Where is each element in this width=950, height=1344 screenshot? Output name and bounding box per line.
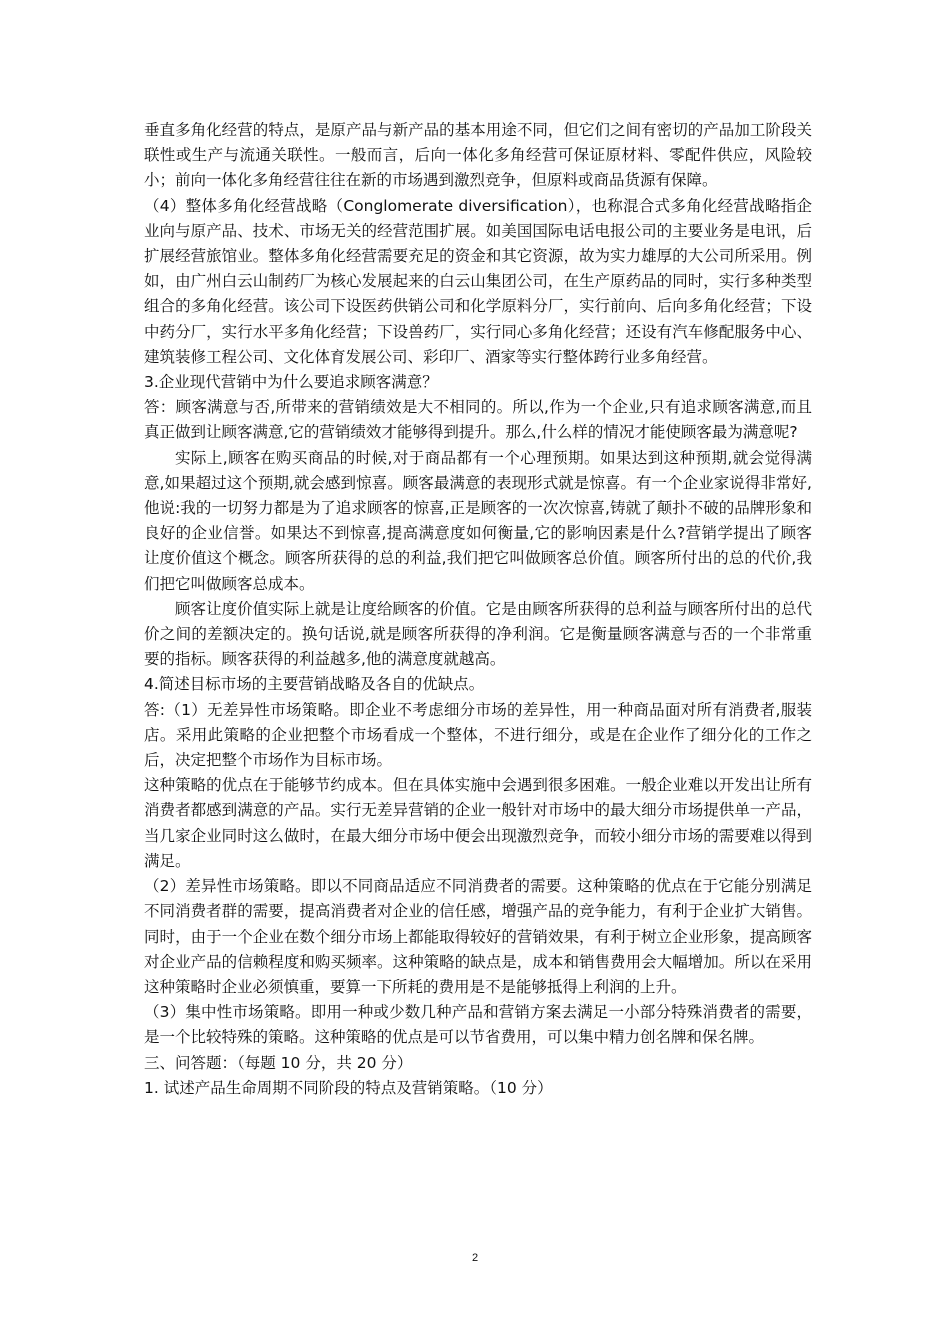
answer-4-undifferentiated-pros-cons: 这种策略的优点在于能够节约成本。但在具体实施中会遇到很多困难。一般企业难以开发出让所有消费者都感到满意的产品。实行无差异营销的企业一般针对市场中的最大细分市场提供单一产品，当几家企业同时这么做时，在最大细分市场中便会出现激烈竞争，而较小细分市场的需要难以得到满足。 <box>144 776 812 870</box>
question-4-heading: 4.简述目标市场的主要营销战略及各自的优缺点。 <box>144 675 485 694</box>
answer-3-customer-delivered-value: 顾客让度价值实际上就是让度给顾客的价值。它是由顾客所获得的总利益与顾客所付出的总代价之间的差额决定的。换句话说,就是顾客所获得的净利润。它是衡量顾客满意与否的一个非常重要的指标。顾客获得的利益越多,他的满意度就越高。 <box>144 599 812 669</box>
page-number: 2 <box>471 1252 479 1264</box>
section-3-question-1: 1. 试述产品生命周期不同阶段的特点及营销策略。（10 分） <box>144 1078 553 1097</box>
paragraph-vertical-diversification: 垂直多角化经营的特点，是原产品与新产品的基本用途不同，但它们之间有密切的产品加工阶段关联性或生产与流通关联性。一般而言，后向一体化多角经营可保证原材料、零配件供应，风险较小；前向一体化多角经营往往在新的市场遇到激烈竞争，但原料或商品货源有保障。 <box>144 121 812 190</box>
section-3-heading: 三、问答题：（每题 10 分，共 20 分） <box>144 1053 413 1072</box>
question-3-heading: 3.企业现代营销中为什么要追求顾客满意？ <box>144 373 438 392</box>
answer-4-undifferentiated: 答:（1）无差异性市场策略。即企业不考虑细分市场的差异性，用一种商品面对所有消费者,服装店。采用此策略的企业把整个市场看成一个整体，不进行细分，或是在企业作了细分化的工作之后，决定把整个市场作为目标市场。 <box>144 700 812 770</box>
answer-4-concentrated: （3）集中性市场策略。即用一种或少数几种产品和营销方案去满足一小部分特殊消费者的需要，是一个比较特殊的策略。这种策略的优点是可以节省费用，可以集中精力创名牌和保名牌。 <box>144 1003 812 1047</box>
answer-3-expectation: 实际上,顾客在购买商品的时候,对于商品都有一个心理预期。如果达到这种预期,就会觉得满意,如果超过这个预期,就会感到惊喜。顾客最满意的表现形式就是惊喜。有一个企业家说得非常好,他说:我的一切努力都是为了追求顾客的惊喜,正是顾客的一次次惊喜,铸就了颠扑不破的品牌形象和良好的企业信誉。如果达不到惊喜,提高满意度如何衡量,它的影响因素是什么?营销学提出了顾客让度价值这个概念。顾客所获得的总的利益,我们把它叫做顾客总价值。顾客所付出的总的代价,我们把它叫做顾客总成本。 <box>144 448 812 593</box>
answer-4-differentiated: （2）差异性市场策略。即以不同商品适应不同消费者的需要。这种策略的优点在于它能分别满足不同消费者群的需要，提高消费者对企业的信任感，增强产品的竞争能力，有利于企业扩大销售。同时，由于一个企业在数个细分市场上都能取得较好的营销效果，有利于树立企业形象，提高顾客对企业产品的信赖程度和购买频率。这种策略的缺点是，成本和销售费用会大幅增加。所以在采用这种策略时企业必须慎重，要算一下所耗的费用是不是能够抵得上利润的上升。 <box>144 877 812 996</box>
answer-3-intro: 答：顾客满意与否,所带来的营销绩效是大不相同的。所以,作为一个企业,只有追求顾客满意,而且真正做到让顾客满意,它的营销绩效才能够得到提升。那么,什么样的情况才能使顾客最为满意呢? <box>144 398 812 442</box>
document-body <box>144 118 812 1101</box>
paragraph-conglomerate-diversification: （4）整体多角化经营战略（Conglomerate diversification），也称混合式多角化经营战略指企业向与原产品、技术、市场无关的经营范围扩展。如美国国际电话电报公司的主要业务是电讯，后扩展经营旅馆业。整体多角化经营需要充足的资金和其它资源，故为实力雄厚的大公司所采用。例如，由广州白云山制药厂为核心发展起来的白云山集团公司，在生产原药品的同时，实行多种类型组合的多角化经营。该公司下设医药供销公司和化学原料分厂，实行前向、后向多角化经营；下设中药分厂，实行水平多角化经营；下设兽药厂，实行同心多角化经营；还设有汽车修配服务中心、建筑装修工程公司、文化体育发展公司、彩印厂、酒家等实行整体跨行业多角经营。 <box>144 196 812 366</box>
